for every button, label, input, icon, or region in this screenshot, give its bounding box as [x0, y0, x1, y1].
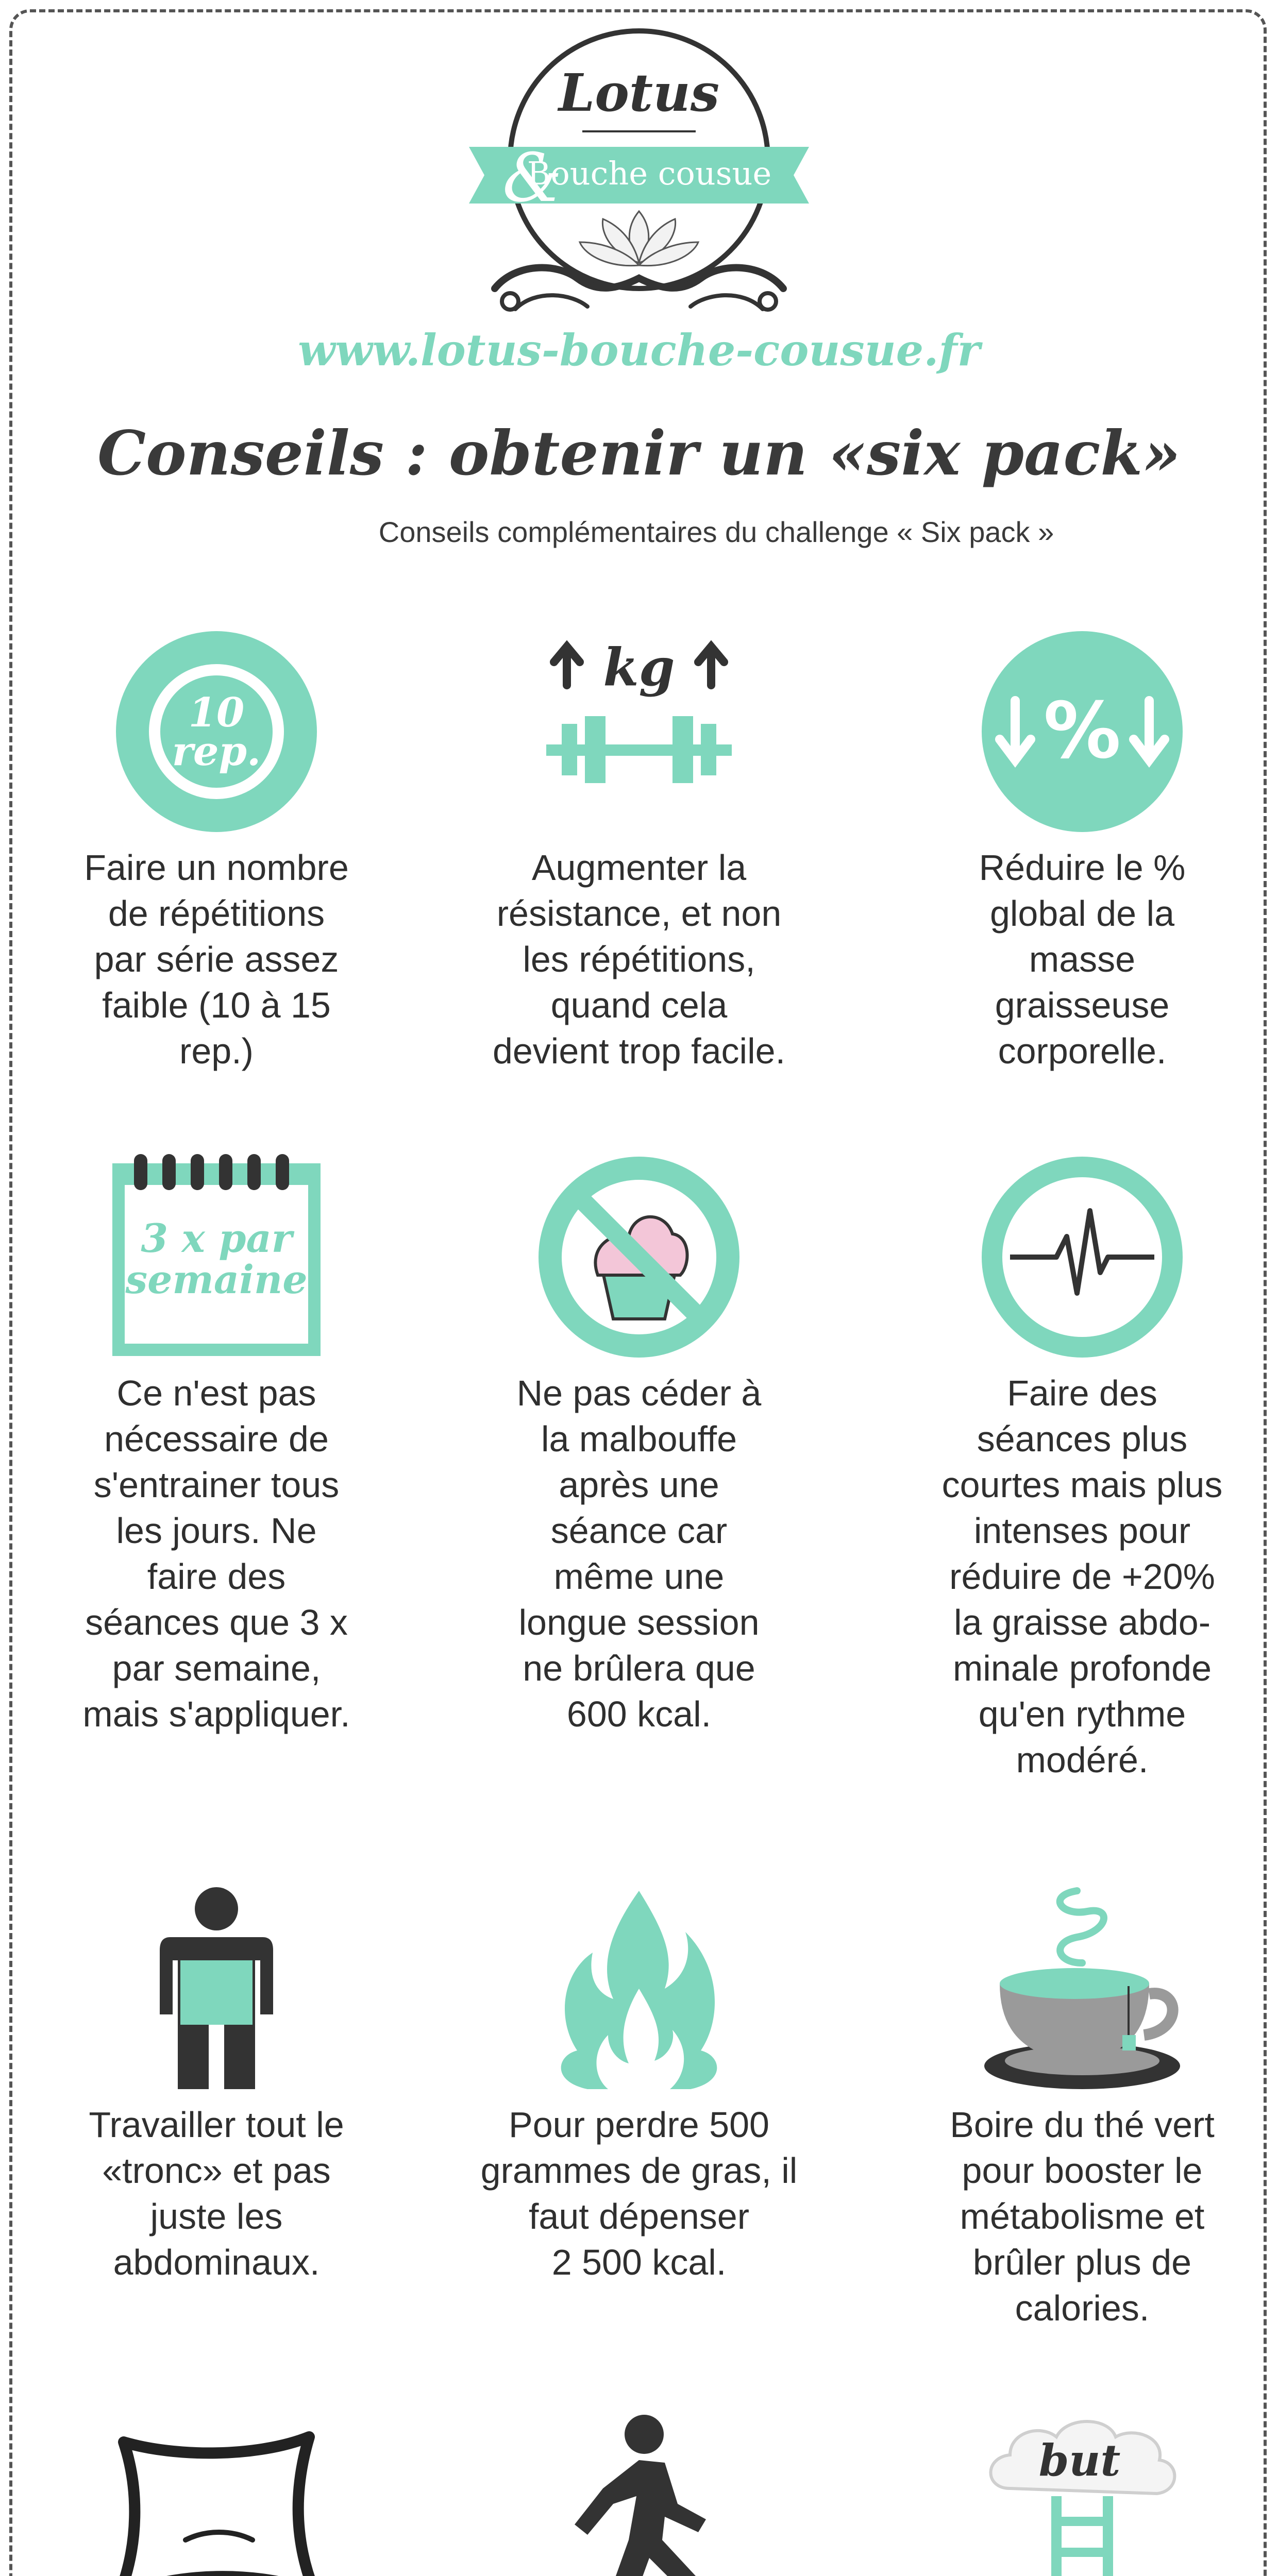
tip-core: [21, 1886, 412, 2285]
svg-text:3 x par: 3 x par: [141, 1215, 292, 1261]
logo-tagline: Bouche cousue: [527, 155, 772, 192]
svg-text:semaine: semaine: [125, 1257, 308, 1302]
svg-text:but: but: [1038, 2435, 1121, 2486]
tip-text: Travailler tout le «tronc» et pas juste les abdominaux.: [89, 2105, 344, 2282]
tip-green-tea: [886, 1886, 1278, 2331]
pillow-icon: [103, 2411, 330, 2576]
logo-name: Lotus: [558, 62, 720, 123]
heartbeat-icon: [979, 1154, 1185, 1360]
tip-cardio: [443, 2411, 835, 2576]
dumbbell-kg-icon: [536, 629, 742, 835]
tip-resistance: [443, 629, 835, 1074]
tip-text: Faire des séances plus courtes mais plus intenses pour réduire de +20% la graisse abdo- minale profonde qu'en rythme modéré.: [941, 1373, 1223, 1780]
svg-text:10: 10: [188, 689, 245, 736]
calendar-icon: [108, 1154, 325, 1360]
tip-patience: [886, 2411, 1278, 2576]
flame-icon: [536, 1886, 742, 2092]
tip-frequency: [21, 1154, 412, 1737]
tip-text: Faire un nombre de répétitions par série assez faible (10 à 15 rep.): [84, 848, 349, 1071]
page-subtitle: Conseils complémentaires du challenge « Six pack »: [378, 516, 1054, 548]
tip-intensity: [886, 1154, 1278, 1783]
page-title: Conseils : obtenir un «six pack»: [97, 417, 1181, 489]
svg-text:kg: kg: [603, 637, 675, 698]
tip-text: Boire du thé vert pour booster le métabolisme et brûler plus de calories.: [950, 2105, 1215, 2328]
tip-text: Ce n'est pas nécessaire de s'entrainer tous les jours. Ne faire des séances que 3 x par semaine, mais s'appliquer.: [82, 1373, 350, 1734]
tip-junk-food: [443, 1154, 835, 1737]
tip-text: Pour perdre 500 grammes de gras, il faut dépenser 2 500 kcal.: [480, 2105, 798, 2282]
percent-down-icon: [979, 629, 1185, 835]
svg-text:rep.: rep.: [172, 728, 261, 775]
10-rep-badge-icon: [113, 629, 320, 835]
tea-cup-icon: [974, 1886, 1190, 2092]
tip-calories: [443, 1886, 835, 2285]
no-junk-food-icon: [536, 1154, 742, 1360]
svg-text:%: %: [1043, 686, 1121, 776]
logo-ampersand: &: [502, 139, 562, 217]
tip-body-fat: [886, 629, 1278, 1074]
tip-repetitions: [21, 629, 412, 1074]
goal-cloud-ladder-icon: [974, 2411, 1190, 2576]
tip-text: Ne pas céder à la malbouffe après une séance car même une longue session ne brûlera que 600 kcal.: [516, 1373, 762, 1734]
tip-text: Augmenter la résistance, et non les répétitions, quand cela devient trop facile.: [492, 848, 786, 1071]
tip-text: Réduire le % global de la masse graisseuse corporelle.: [979, 848, 1186, 1071]
torso-icon: [113, 1886, 320, 2092]
walking-person-icon: [536, 2411, 742, 2576]
website-url[interactable]: www.lotus-bouche-cousue.fr: [298, 325, 980, 376]
tip-sleep: [21, 2411, 412, 2576]
